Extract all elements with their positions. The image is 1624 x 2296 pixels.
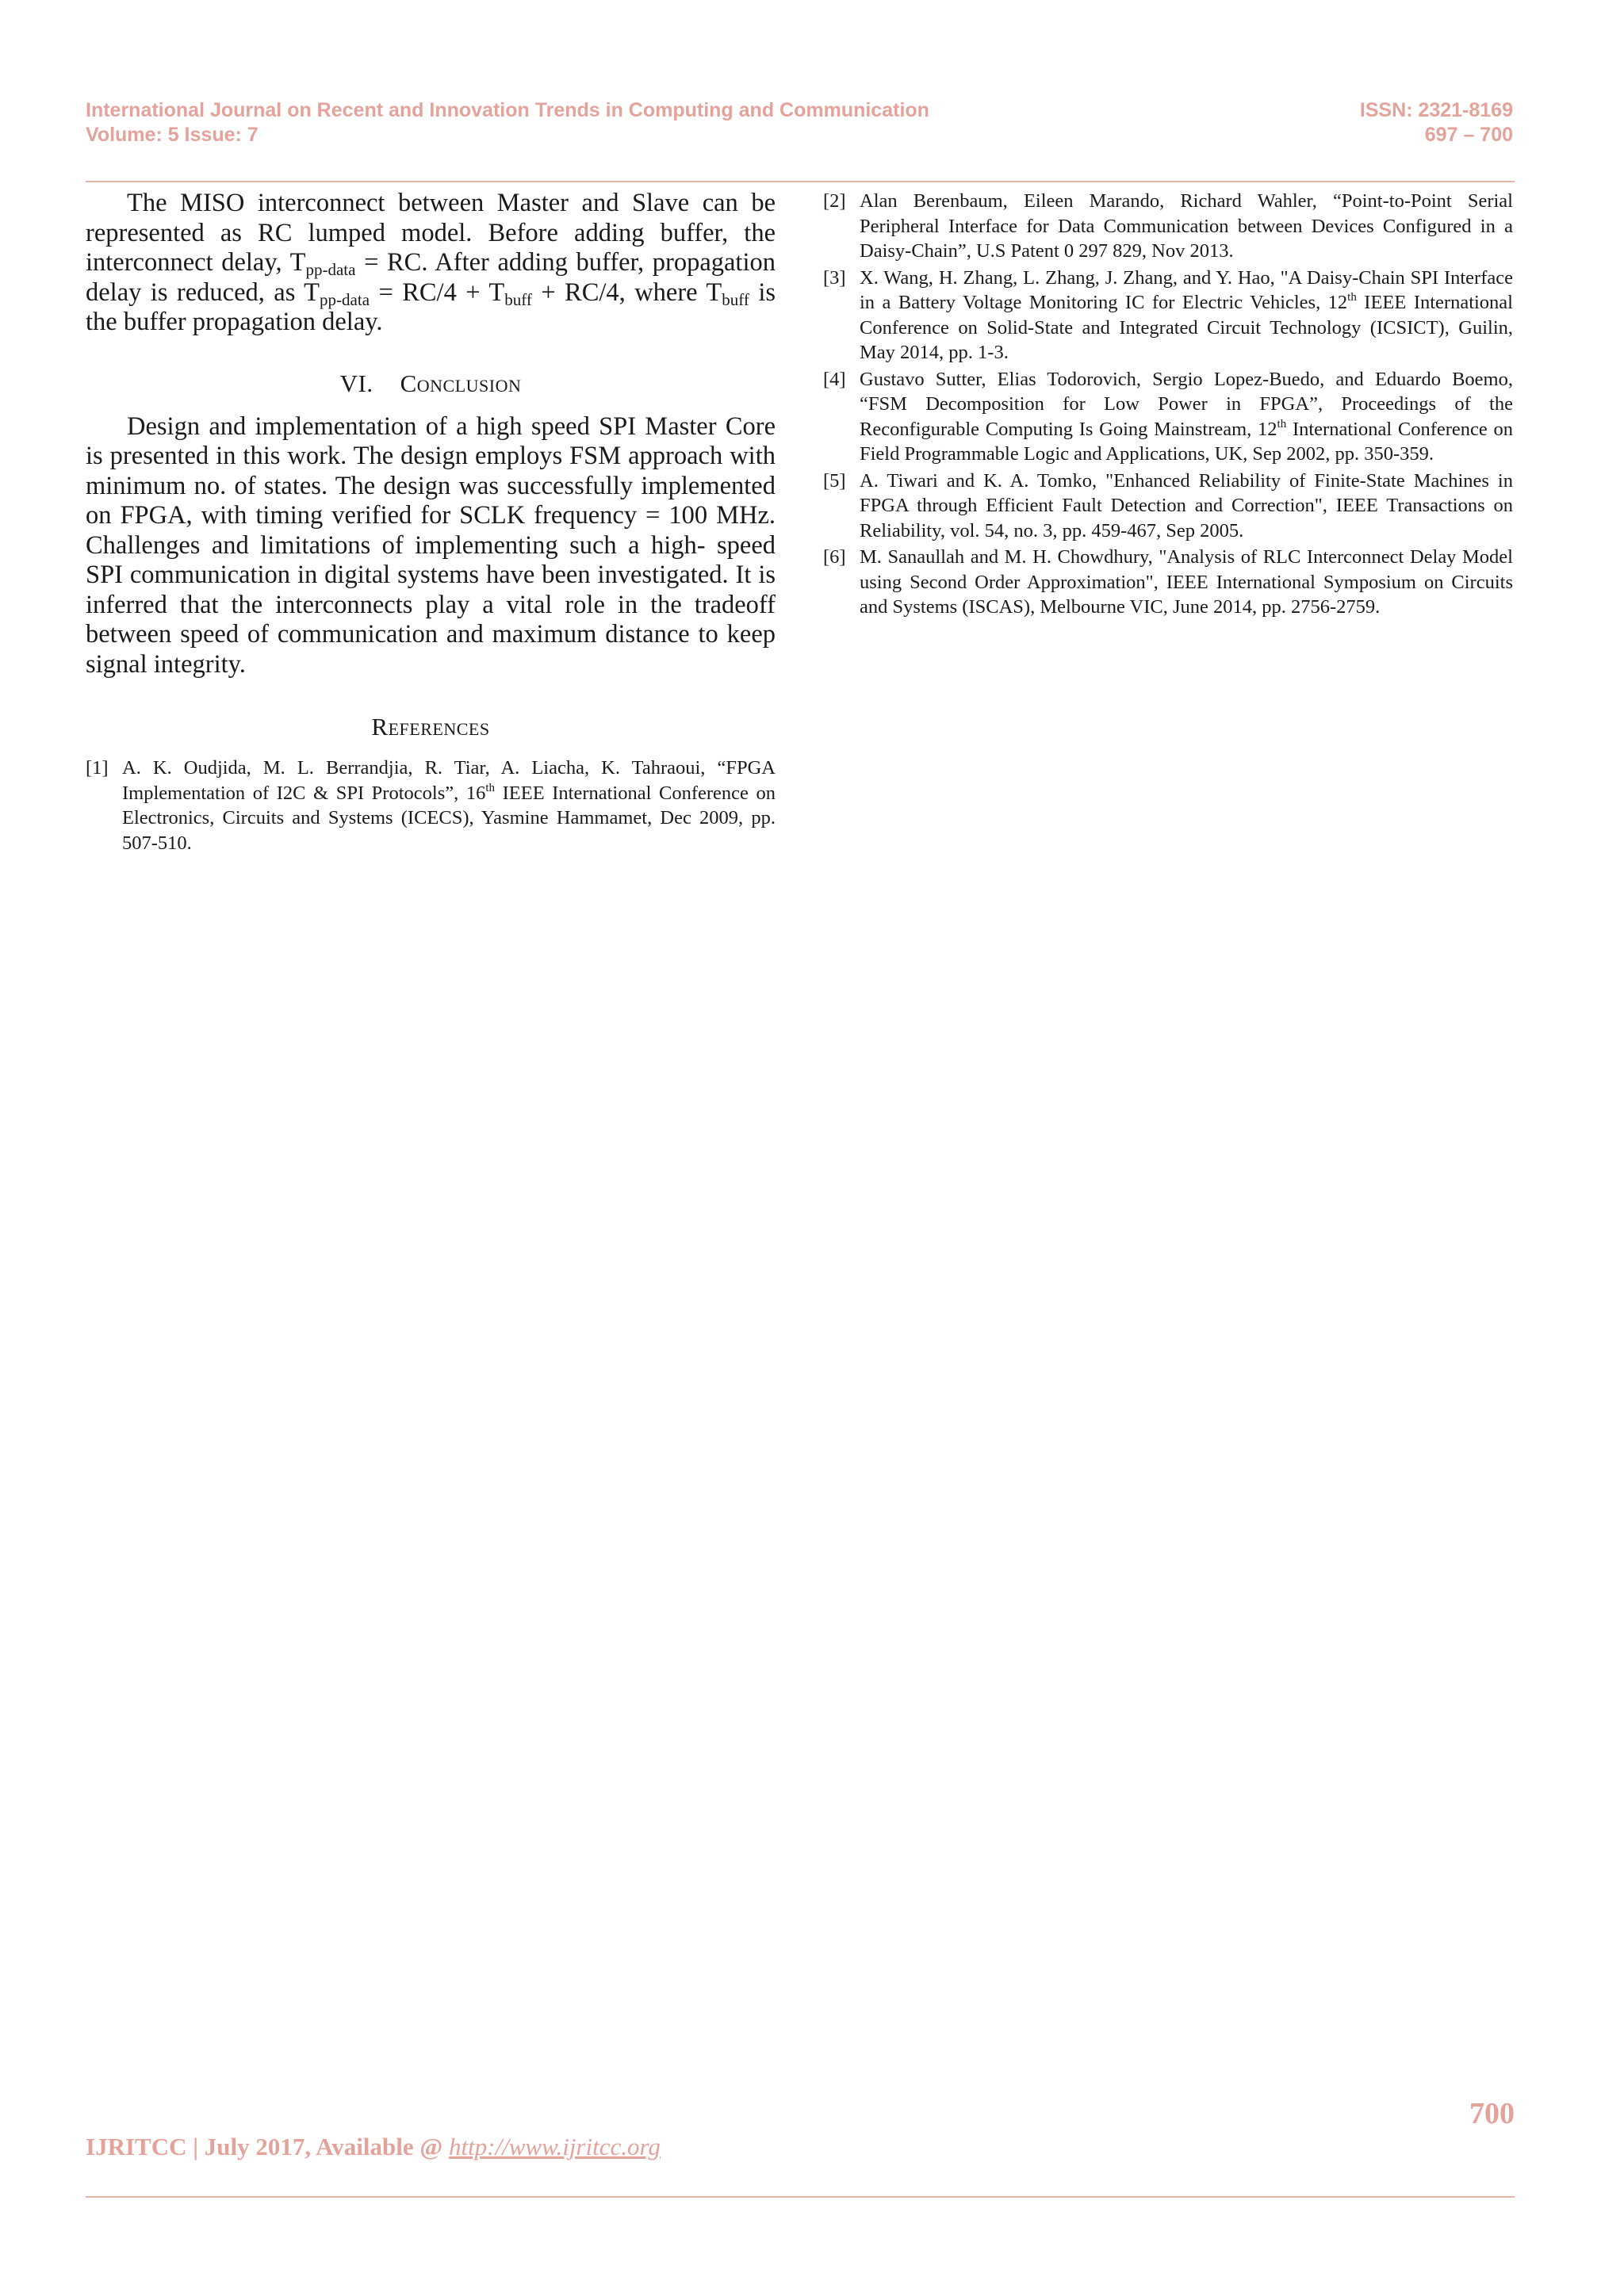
- reference-item: [1] A. K. Oudjida, M. L. Berrandjia, R. Tiar, A. Liacha, K. Tahraoui, “FPGA Implementation of I2C & SPI Protocols”, 16th IEEE International Conference on Electronics, Circuits and Systems (ICECS), Yasmine Hammamet, Dec 2009, pp. 507-510.: [86, 757, 776, 854]
- right-column: [823, 189, 1513, 622]
- footer-text: IJRITCC | July 2017, Available @ http://www.ijritcc.org: [86, 2133, 661, 2160]
- section-title: Conclusion: [400, 369, 522, 397]
- journal-header: [86, 98, 929, 147]
- references-heading: References: [371, 713, 490, 740]
- footer-link[interactable]: http://www.ijritcc.org: [448, 2133, 661, 2160]
- reference-item: [3] X. Wang, H. Zhang, L. Zhang, J. Zhang, and Y. Hao, "A Daisy-Chain SPI Interface in a Battery Voltage Monitoring IC for Electric Vehicles, 12th IEEE International Conference on Solid-State and Integrated Circuit Technology (ICSICT), Guilin, May 2014, pp. 1-3.: [823, 266, 1513, 363]
- reference-item: [2] Alan Berenbaum, Eileen Marando, Richard Wahler, “Point-to-Point Serial Peripheral Interface for Data Communication between Devices Configured in a Daisy-Chain”, U.S Patent 0 297 829, Nov 2013.: [823, 190, 1513, 262]
- reference-list-right: [823, 189, 1513, 620]
- page-number: 700: [1469, 2097, 1515, 2130]
- conclusion-paragraph: Design and implementation of a high speed SPI Master Core is presented in this work. The design employs FSM approach with minimum no. of states. The design was successfully implemented on FPGA, with timing verified for SCLK frequency = 100 MHz. Challenges and limitations of implementing such a high- speed SPI communication in digital systems have been investigated. It is inferred that the interconnects play a vital role in the tradeoff between speed of communication and maximum distance to keep signal integrity.: [86, 411, 776, 679]
- conclusion-heading: [86, 369, 776, 398]
- reference-item: [5] A. Tiwari and K. A. Tomko, "Enhanced Reliability of Finite-State Machines in FPGA through Efficient Fault Detection and Correction", IEEE Transactions on Reliability, vol. 54, no. 3, pp. 459-467, Sep 2005.: [823, 469, 1513, 541]
- header-rule: [86, 181, 1515, 182]
- miso-paragraph: The MISO interconnect between Master and Slave can be represented as RC lumped model. Before adding buffer, the interconnect delay, $T_{pp-data}$ = RC. After adding buffer, propagation delay is reduced, as $T_{pp-data} = RC/4 + T_{buff} + RC/4$, where $T_{buff}$ is the buffer propagation delay.: [86, 189, 776, 336]
- reference-item: [4] Gustavo Sutter, Elias Todorovich, Sergio Lopez-Buedo, and Eduardo Boemo, “FSM Decomposition for Low Power in FPGA”, Proceedings of the Reconfigurable Computing Is Going Mainstream, 12th International Conference on Field Programmable Logic and Applications, UK, Sep 2002, pp. 350-359.: [823, 368, 1513, 465]
- journal-volume: Volume: 5 Issue: 7: [86, 124, 259, 146]
- reference-list-left: [86, 756, 776, 855]
- journal-pages: 697 – 700: [1424, 124, 1513, 146]
- left-column: [86, 189, 776, 857]
- journal-issn: ISSN: 2321-8169: [1359, 99, 1513, 121]
- journal-title: International Journal on Recent and Innovation Trends in Computing and Communication: [86, 99, 929, 121]
- footer-rule: [86, 2196, 1515, 2198]
- reference-item: [6] M. Sanaullah and M. H. Chowdhury, "Analysis of RLC Interconnect Delay Model using Second Order Approximation", IEEE International Symposium on Circuits and Systems (ISCAS), Melbourne VIC, June 2014, pp. 2756-2759.: [823, 546, 1513, 618]
- section-number: VI.: [339, 369, 373, 397]
- journal-header-right: [1269, 98, 1513, 147]
